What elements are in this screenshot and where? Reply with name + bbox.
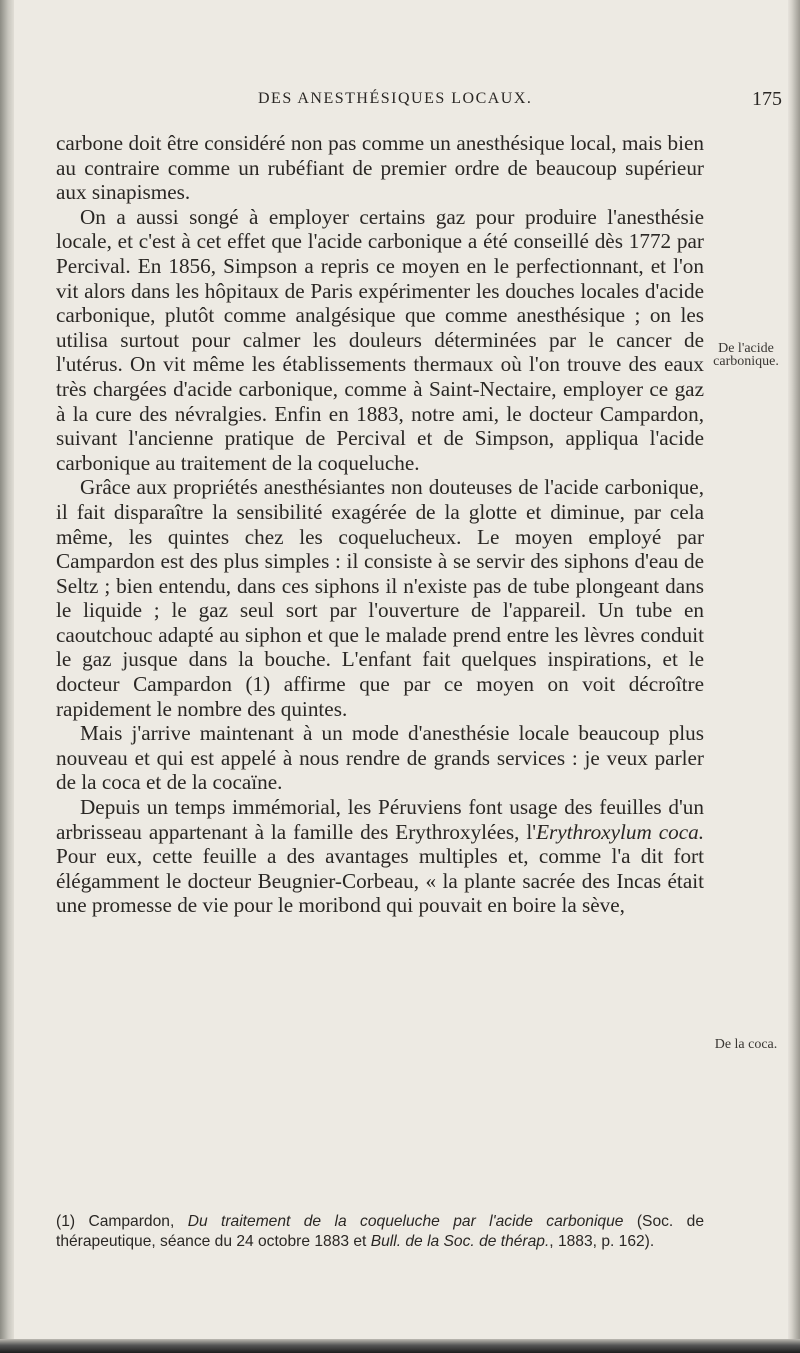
paragraph-2: On a aussi songé à employer certains gaz pour produire l'anesthésie locale, et c'est à cet effet que l'acide carbonique a été conseillé dès 1772 par Percival. En 1856, Simpson a repris ce moyen en le perfectionnant, et l'on vit alors dans les hôpitaux de Paris expérimenter les douches locales d'acide carbonique, plutôt comme analgésique que comme anesthésique ; on les utilisa surtout pour calmer les douleurs déterminées par le cancer de l'utérus. On vit même les établissements thermaux où l'on trouve des eaux très chargées d'acide carbonique, comme à Saint-Nectaire, employer ce gaz à la cure des névralgies. Enfin en 1883, notre ami, le docteur Campardon, suivant l'ancienne pratique de Percival et de Simpson, appliqua l'acide carbonique au traitement de la coqueluche. bbox=[56, 204, 704, 475]
page-right-edge bbox=[788, 0, 800, 1353]
footnote-middle: (Soc. de thérapeutique, séance du 24 octobre 1883 et bbox=[56, 1213, 705, 1250]
page-bottom-edge bbox=[0, 1339, 800, 1353]
page-number: 175 bbox=[752, 88, 782, 110]
paragraph-5-start: Depuis un temps immémorial, les Péruviens font usage des feuilles d'un arbrisseau appartenant à la famille des Erythroxylées, l' bbox=[56, 795, 704, 844]
footnote-lead: (1) Campardon, bbox=[56, 1213, 188, 1230]
species-name: Erythroxylum coca. bbox=[536, 819, 705, 844]
page-binding-edge bbox=[0, 0, 14, 1353]
footnote-journal: Bull. de la Soc. de thérap. bbox=[370, 1232, 550, 1250]
paragraph-1: carbone doit être considéré non pas comme un anesthésique local, mais bien au contraire comme un rubéfiant de premier ordre de beaucoup supérieur aux sinapismes. bbox=[56, 131, 704, 205]
paragraph-5 bbox=[56, 795, 704, 918]
paragraph-3: Grâce aux propriétés anesthésiantes non douteuses de l'acide carbonique, il fait disparaître la sensibilité exagérée de la glotte et diminue, par cela même, les quintes chez les coquelucheux. Le moyen employé par Campardon est des plus simples : il consiste à se servir des siphons d'eau de Seltz ; bien entendu, dans ces siphons il n'existe pas de tube plongeant dans le liquide ; le gaz seul sort par l'ouverture de l'appareil. Un tube en caoutchouc adapté au siphon et que le malade prend entre les lèvres conduit le gaz jusque dans la bouche. L'enfant fait quelques inspirations, et le docteur Campardon (1) affirme que par ce moyen on voit décroître rapidement le nombre des quintes. bbox=[56, 475, 704, 721]
body-text bbox=[56, 131, 704, 918]
margin-note-coca: De la coca. bbox=[714, 1037, 778, 1052]
running-title: DES ANESTHÉSIQUES LOCAUX. bbox=[258, 90, 533, 107]
footnote-tail: , 1883, p. 162). bbox=[549, 1232, 655, 1250]
footnote-title: Du traitement de la coqueluche par l'acide carbonique bbox=[187, 1213, 624, 1230]
paragraph-5-end: Pour eux, cette feuille a des avantages multiples et, comme l'a dit fort élégamment le docteur Beugnier-Corbeau, « la plante sacrée des Incas était une promesse de vie pour le moribond qui pouvait en boire la sève, bbox=[56, 844, 704, 918]
footnote bbox=[56, 1212, 704, 1251]
running-head bbox=[0, 88, 800, 112]
margin-note-carbonic-acid: De l'acide carbonique. bbox=[713, 341, 779, 369]
paragraph-4: Mais j'arrive maintenant à un mode d'anesthésie locale beaucoup plus nouveau et qui est appelé à nous rendre de grands services : je veux parler de la coca et de la cocaïne. bbox=[56, 721, 704, 795]
